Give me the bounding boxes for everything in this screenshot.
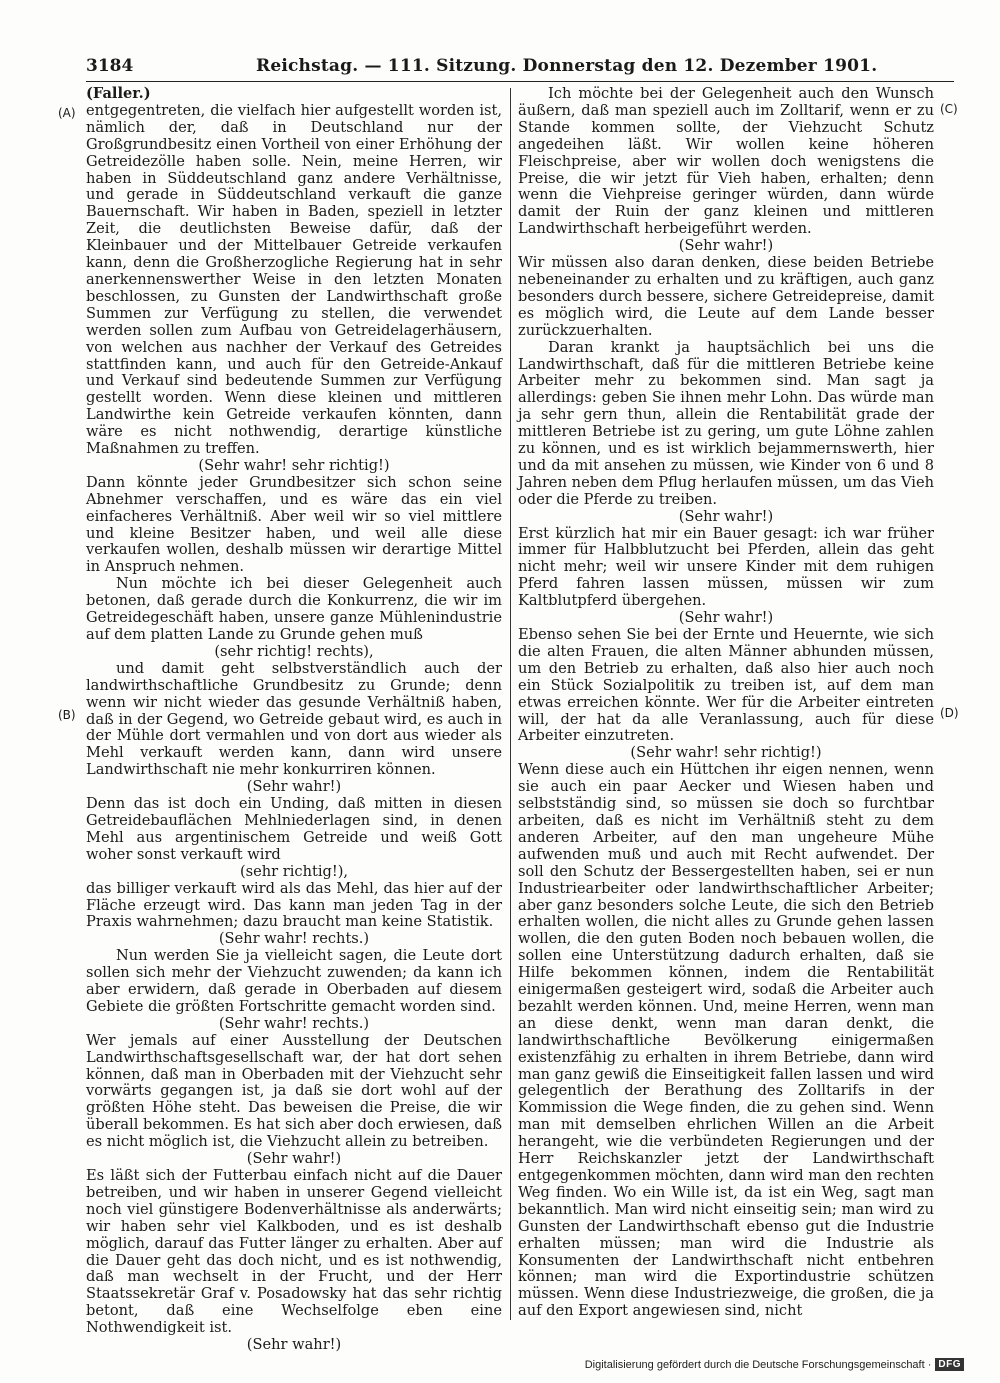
interjection: (Sehr wahr!): [246, 1150, 342, 1168]
interjection: (Sehr wahr! sehr richtig!): [630, 744, 822, 762]
margin-mark-a: (A): [58, 106, 76, 120]
interjection: (Sehr wahr!): [678, 237, 774, 255]
interjection: (Sehr wahr!): [678, 507, 774, 525]
dfg-logo-icon: DFG: [935, 1358, 964, 1371]
interjection: (Sehr wahr! rechts.): [218, 930, 370, 948]
page-header: [86, 56, 954, 80]
page-number: 3184: [86, 56, 134, 76]
paragraph: Dann könnte jeder Grundbesitzer sich schon seine Abnehmer verschaffen, und es wäre das ein viel einfacheres Verhältniß. Aber weil wir so viel mittlere und kleine Besitzer haben, und weil alle diese verkaufen wollen, deshalb müssen wir derartige Mittel in Anspruch nehmen.: [86, 473, 502, 576]
footer-credit: [585, 1358, 964, 1371]
paragraph: Erst kürzlich hat mir ein Bauer gesagt: ich war früher immer für Halbblutzucht bei Pferden, allein das geht nicht mehr; weil wir unsere Kinder mit dem ruhigen Pferd fahren lassen müssen, müssen wir zum Kaltblutpferd übergehen.: [518, 524, 934, 610]
paragraph: Daran krankt ja hauptsächlich bei uns die Landwirthschaft, daß für die mittleren Betriebe keine Arbeiter mehr zu bekommen sind. Man sagt ja allerdings: geben Sie ihnen mehr Lohn. Das würde man ja sehr gern thun, allein die Rentabilität grade der mittleren Betriebe ist zu gering, um gute Löhne zahlen zu können, und es ist wirklich bejammernswerth, hier und da mit ansehen zu müssen, wie Kinder von 6 und 8 Jahren neben dem Pflug herlaufen müssen, um das Vieh oder die Pferde zu treiben.: [518, 338, 934, 508]
paragraph: Denn das ist doch ein Unding, daß mitten in diesen Getreidebauflächen Mehlniederlagen sind, in denen Mehl aus argentinischem Getreide und weiß Gott woher sonst verkauft wird: [86, 795, 502, 863]
interjection: (Sehr wahr!): [678, 609, 774, 627]
column-divider: [510, 88, 511, 1320]
left-column: [86, 86, 502, 1354]
interjection: (Sehr wahr!): [246, 1336, 342, 1354]
interjection: (Sehr wahr! sehr richtig!): [198, 456, 390, 474]
margin-mark-d: (D): [940, 706, 959, 720]
header-rule: [86, 81, 954, 82]
running-title: Reichstag. — 111. Sitzung. Donnerstag den 12. Dezember 1901.: [256, 56, 878, 76]
paragraph: Wir müssen also daran denken, diese beiden Betriebe nebeneinander zu erhalten und zu kräftigen, auch ganz besonders durch bessere, sichere Getreidepreise, damit es möglich wird, die Leute auf dem Lande besser zurückzuerhalten.: [518, 254, 934, 339]
footer-text: Digitalisierung gefördert durch die Deutsche Forschungsgemeinschaft ·: [584, 1358, 932, 1371]
interjection: (sehr richtig! rechts),: [214, 642, 374, 660]
interjection: (Sehr wahr! rechts.): [218, 1014, 370, 1032]
interjection: (sehr richtig!),: [239, 862, 349, 880]
paragraph: und damit geht selbstverständlich auch der landwirthschaftliche Grundbesitz zu Grunde; denn wenn wir nicht wieder das gesunde Verhältniß haben, daß in der Gegend, wo Getreide gebaut wird, es auch in der Mühle dort vermahlen und von dort aus wieder als Mehl verkauft werden kann, dann wird unsere Landwirthschaft nie mehr konkurriren können.: [86, 659, 502, 779]
right-column: [518, 86, 934, 1320]
paragraph: Ebenso sehen Sie bei der Ernte und Heuernte, wie sich die alten Frauen, die alten Männer abhunden müssen, um den Betrieb zu erhalten, daß also hier auch noch ein Stück Sozialpolitik zu treiben ist, auf dem man etwas erreichen könnte. Wer für die Arbeiter eintreten will, der hat da alle Veranlassung, auch für diese Arbeiter einzutreten.: [518, 626, 934, 745]
paragraph: Nun möchte ich bei dieser Gelegenheit auch betonen, daß gerade durch die Konkurrenz, die wir im Getreidegeschäft haben, unsere ganze Mühlenindustrie auf dem platten Lande zu Grunde gehen muß: [86, 575, 502, 643]
paragraph: Nun werden Sie ja vielleicht sagen, die Leute dort sollen sich mehr der Viehzucht zuwenden; da kann ich aber erwidern, daß gerade in Oberbaden auf diesem Gebiete die größten Fortschritte gemacht worden sind.: [86, 947, 502, 1015]
paragraph: das billiger verkauft wird als das Mehl, das hier auf der Fläche erzeugt wird. Das kann man jeden Tag in der Praxis wahrnehmen; dazu braucht man keine Statistik.: [86, 879, 502, 931]
interjection: (Sehr wahr!): [246, 778, 342, 796]
paragraph: Wer jemals auf einer Ausstellung der Deutschen Landwirthschaftsgesellschaft war, der hat dort sehen können, daß man in Oberbaden mit der Viehzucht sehr vorwärts gegangen ist, ja daß sie dort wohl auf der größten Höhe steht. Das beweisen die Preise, die wir überall bekommen. Es hat sich aber doch erwiesen, daß es nicht möglich ist, die Viehzucht allein zu betreiben.: [86, 1031, 503, 1151]
paragraph: Wenn diese auch ein Hüttchen ihr eigen nennen, wenn sie auch ein paar Aecker und Wiesen haben und selbstständig sind, so müssen sie doch so furchtbar arbeiten, daß es nicht im Verhältniß steht zu dem anderen Arbeiter, auf den man ungeheure Mühe aufwenden muß und auch mit Recht aufwendet. Der soll den Schutz der Bessergestellten haben, sei er nun Industriearbeiter oder landwirthschaftlicher Arbeiter; aber ganz besonders solche Leute, die sich den Betrieb erhalten wollen, die nicht alles zu Grunde gehen lassen wollen, die den guten Boden noch bebauen wollen, die sollen eine Unterstützung dadurch erhalten, daß sie Hilfe bekommen können, indem die Rentabilität einigermaßen gesteigert wird, sodaß die Arbeiter auch bezahlt werden können. Und, meine Herren, wenn man an diese denkt, wenn man daran denkt, die landwirthschaftliche Bevölkerung einigermaßen existenzfähig zu erhalten in ihrem Betriebe, dann wird man ganz gewiß die Einseitigkeit fallen lassen und wird gelegentlich der Berathung des Zolltarifs in der Kommission die Wege finden, die zu gehen sind. Wenn man mit demselben ehrlichen Willen an die Arbeit herangeht, wie die verbündeten Regierungen und der Herr Reichskanzler jetzt der Landwirthschaft entgegenkommen möchten, dann wird man den rechten Weg finden. Wo ein Wille ist, da ist ein Weg, sagt man bekanntlich. Man wird nicht einseitig sein; man wird zu Gunsten der Landwirthschaft ebenso gut die Industrie erhalten müssen; man wird die Industrie als Konsumenten der Landwirthschaft nicht entbehren können; man wird die Exportindustrie schützen müssen. Wenn diese Industriezweige, die großen, die ja auf den Export angewiesen sind, nicht: [518, 761, 934, 1320]
margin-mark-c: (C): [940, 102, 958, 116]
margin-mark-b: (B): [58, 708, 76, 722]
paragraph: entgegentreten, die vielfach hier aufgestellt worden ist, nämlich der, daß in Deutschland nur der Großgrundbesitz einen Vortheil von einer Erhöhung der Getreidezölle haben solle. Nein, meine Herren, wir haben in Süddeutschland ganz andere Verhältnisse, und gerade in Süddeutschland verkauft die ganze Bauernschaft. Wir haben in Baden, speziell in letzter Zeit, die deutlichsten Beweise dafür, daß der Kleinbauer und der Mittelbauer Getreide verkaufen kann, denn die Großherzogliche Regierung hat in sehr anerkennenswerther Weise in den letzten Monaten beschlossen, zu Gunsten der Landwirthschaft große Summen zur Verfügung zu stellen, die verwendet werden sollen zum Aufbau von Getreidelagerhäusern, von welchen aus nachher der Verkauf des Getreides stattfinden kann, und auch für den Getreide-Ankauf und Verkauf sind bedeutende Summen zur Verfügung gestellt worden. Wenn diese kleinen und mittleren Landwirthe kein Getreide verkaufen könnten, dann wäre es nicht nothwendig, derartige künstliche Maßnahmen zu treffen.: [86, 101, 502, 458]
speaker-label: (Faller.): [86, 85, 151, 102]
paragraph: Es läßt sich der Futterbau einfach nicht auf die Dauer betreiben, und wir haben in unserer Gegend vielleicht noch viel günstigere Bodenverhältnisse als anderwärts; wir haben sehr viel Kalkboden, und es ist deshalb möglich, darauf das Futter länger zu erhalten. Aber auf die Dauer geht das doch nicht, und es ist nothwendig, daß man wechselt in der Frucht, und der Herr Staatssekretär Graf v. Posadowsky hat das sehr richtig betont, daß eine Wechselfolge eben eine Nothwendigkeit ist.: [86, 1167, 502, 1337]
paragraph: Ich möchte bei der Gelegenheit auch den Wunsch äußern, daß man speziell auch im Zolltarif, wenn er zu Stande kommen sollte, der Viehzucht Schutz angedeihen läßt. Wir wollen keine höheren Fleischpreise, aber wir wollen doch wenigstens die Preise, die wir jetzt für Vieh haben, erhalten; denn wenn die Viehpreise geringer würden, dann würde damit der Ruin der ganz kleinen und mittleren Landwirthschaft herbeigeführt werden.: [518, 85, 934, 238]
